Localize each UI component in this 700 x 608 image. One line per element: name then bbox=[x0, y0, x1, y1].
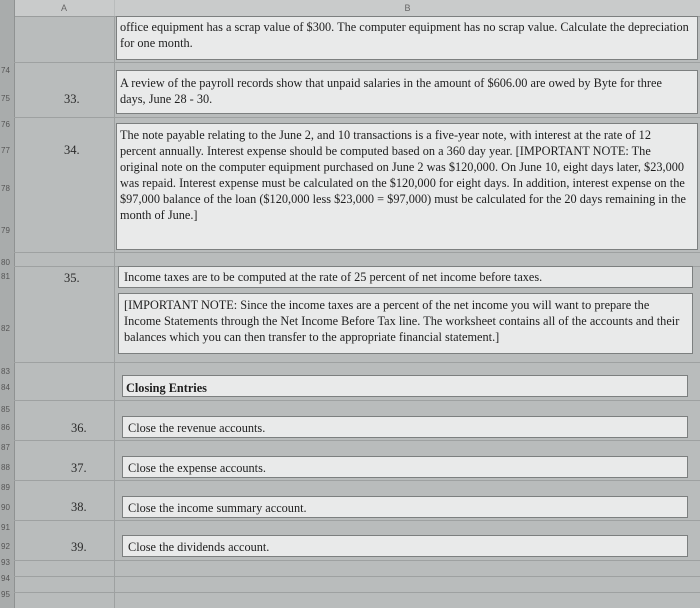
row-number[interactable]: 85 bbox=[1, 405, 10, 414]
row-number[interactable]: 86 bbox=[1, 423, 10, 432]
grid-line bbox=[14, 62, 700, 63]
row-number[interactable]: 88 bbox=[1, 463, 10, 472]
row-number[interactable]: 74 bbox=[1, 66, 10, 75]
grid-line bbox=[14, 520, 700, 521]
row-number[interactable]: 82 bbox=[1, 324, 10, 333]
item-number: 34. bbox=[64, 143, 80, 157]
item-39-text: Close the dividends account. bbox=[128, 540, 270, 554]
row-number[interactable]: 84 bbox=[1, 383, 10, 392]
row-number[interactable]: 77 bbox=[1, 146, 10, 155]
row-number[interactable]: 91 bbox=[1, 523, 10, 532]
row-number[interactable]: 87 bbox=[1, 443, 10, 452]
item-35-text: Income taxes are to be computed at the rate of 25 percent of net income before taxes. bbox=[124, 270, 543, 284]
item-33-text: A review of the payroll records show that unpaid salaries in the amount of $606.00 are owed by Byte for three days, June 28 - 30. bbox=[120, 76, 662, 106]
closing-entries-header: Closing Entries bbox=[126, 381, 207, 395]
row-number[interactable]: 75 bbox=[1, 94, 10, 103]
column-header-b-label: B bbox=[404, 3, 411, 13]
row-number-column bbox=[0, 0, 15, 608]
row-number[interactable]: 83 bbox=[1, 367, 10, 376]
grid-line bbox=[14, 592, 700, 593]
item-36-text: Close the revenue accounts. bbox=[128, 421, 266, 435]
row-number[interactable]: 90 bbox=[1, 503, 10, 512]
row-number[interactable]: 93 bbox=[1, 558, 10, 567]
row-number[interactable]: 92 bbox=[1, 542, 10, 551]
item-37-text: Close the expense accounts. bbox=[128, 461, 266, 475]
item-number: 37. bbox=[71, 461, 87, 475]
grid-line bbox=[14, 440, 700, 441]
item-number: 38. bbox=[71, 500, 87, 514]
grid-line bbox=[14, 117, 700, 118]
grid-line bbox=[14, 400, 700, 401]
row-number[interactable]: 80 bbox=[1, 258, 10, 267]
item-38-text: Close the income summary account. bbox=[128, 501, 307, 515]
column-header-a-label: A bbox=[60, 3, 67, 13]
item-number: 36. bbox=[71, 421, 87, 435]
column-header-a[interactable] bbox=[14, 0, 114, 17]
item-number: 33. bbox=[64, 92, 80, 106]
item-number: 39. bbox=[71, 540, 87, 554]
grid-line bbox=[14, 252, 700, 253]
grid-line bbox=[14, 576, 700, 577]
row-number[interactable]: 79 bbox=[1, 226, 10, 235]
row-number[interactable]: 94 bbox=[1, 574, 10, 583]
item-number: 35. bbox=[64, 271, 80, 285]
grid-line bbox=[14, 560, 700, 561]
item-34-text: The note payable relating to the June 2, and 10 transactions is a five-year note, with interest at the rate of 12 percent annually. Interest expense should be computed based on a 360 day year. [IMPORTANT NOTE: The original note on the computer equipment purchased on June 2 was $120,000. On June 10, eight days later, $23,000 was repaid. Interest expense must be calculated on the $120,000 for eight days. In addition, interest expense on the $97,000 balance of the loan ($120,000 less $23,000 = $97,000) must be calculated for the 20 days remaining in the month of June.] bbox=[120, 128, 686, 222]
grid-line bbox=[14, 362, 700, 363]
item-35-note: [IMPORTANT NOTE: Since the income taxes are a percent of the net income you will want to prepare the Income Statements through the Net Income Before Tax line. The worksheet contains all of the accounts and their balances which you can then transfer to the appropriate financial statement.] bbox=[124, 298, 680, 344]
row-number[interactable]: 81 bbox=[1, 272, 10, 281]
row-number[interactable]: 78 bbox=[1, 184, 10, 193]
row-number[interactable]: 89 bbox=[1, 483, 10, 492]
top-text: office equipment has a scrap value of $300. The computer equipment has no scrap value. Calculate the depreciation for one month. bbox=[120, 20, 689, 50]
row-number[interactable]: 95 bbox=[1, 590, 10, 599]
grid-line bbox=[14, 480, 700, 481]
row-number[interactable]: 76 bbox=[1, 120, 10, 129]
column-header-b[interactable] bbox=[115, 0, 700, 17]
